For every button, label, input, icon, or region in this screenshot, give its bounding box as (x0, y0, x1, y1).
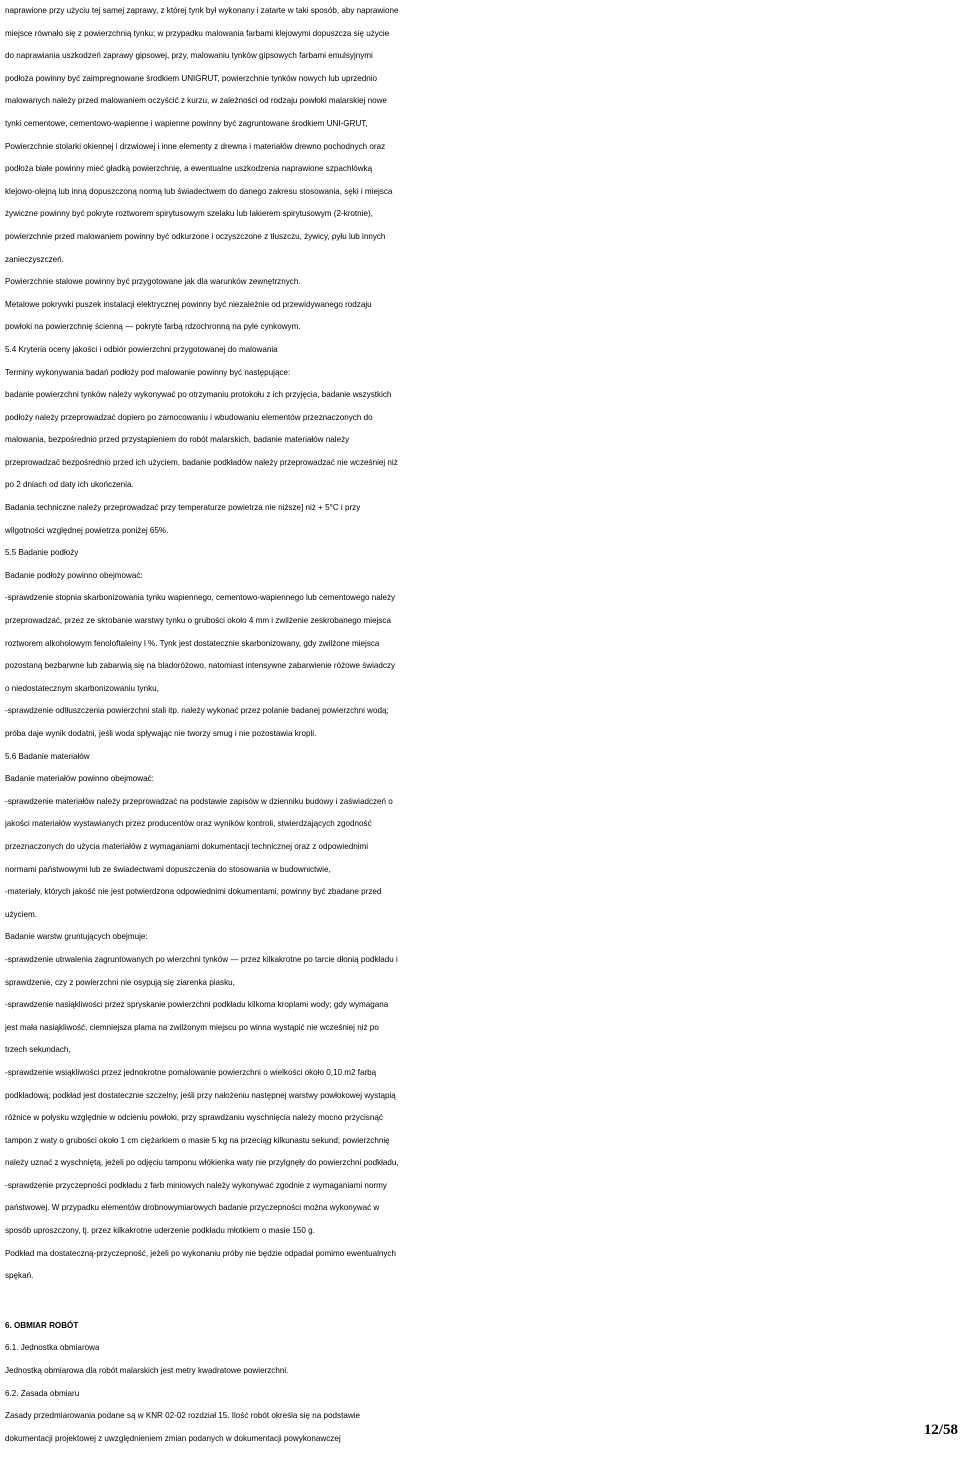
paragraph-line: jakości materiałów wystawianych przez producentów oraz wyników kontroli, stwierdzających zgodność (5, 819, 372, 829)
paragraph (5, 768, 957, 926)
paragraph-line: -sprawdzenie odtłuszczenia powierzchni stali itp. należy wykonać przez polanie badanej powierzchni wodą; (5, 706, 389, 716)
paragraph-line: o niedostatecznym skarbonizowaniu tynku, (5, 683, 159, 693)
paragraph-line: Jednostką obmiarowa dla robót malarskich jest metry kwadratowe powierzchni. (5, 1366, 289, 1376)
paragraph-line: tynki cementowe, cementowo-wapienne i wapienne powinny być zagruntowane środkiem UNI-GRUT, (5, 118, 368, 128)
paragraph-line: Badanie materiałów powinno obejmować: (5, 774, 154, 784)
subsection-heading: 6.2. Zasada obmiaru (5, 1388, 80, 1398)
paragraph-line: żywiczne powinny być pokryte roztworem spirytusowym szelaku lub lakierem spirytusowym (2-krotnie), (5, 209, 373, 219)
paragraph-line: przeprowadzać, przez ze skrobanie warstwy tynku o grubości około 4 mm i zwilżenie zeskrobanego miejsca (5, 616, 391, 626)
paragraph-line: Metalowe pokrywki puszek instalacji elektrycznej powinny być niezależnie od przewidywanego rodzaju (5, 299, 372, 309)
paragraph-line: do naprawiania uszkodzeń zaprawy gipsowej, przy, malowaniu tynków gipsowych farbami emulsyjnymi (5, 51, 373, 61)
paragraph-line: Powierzchnie stalowe powinny być przygotowane jak dla warunków zewnętrznych. (5, 277, 301, 287)
paragraph-line: -sprawdzenie utrwalenia zagruntowanych po wierzchni tynków — przez kilkakrotne po tarcie dłonią podkładu i (5, 954, 398, 964)
paragraph-line: przeprowadzać bezpośrednio przed ich użyciem, badanie podkładów należy przeprowadzać nie wcześniej niż (5, 457, 398, 467)
paragraph-line: -materiały, których jakość nie jest potwierdzona odpowiednimi dokumentami, powinny być zbadane przed (5, 887, 382, 897)
paragraph (5, 339, 957, 362)
paragraph-line: trzech sekundach, (5, 1045, 71, 1055)
paragraph-line: Terminy wykonywania badań podłoży pod malowanie powinny być następujące: (5, 367, 291, 377)
paragraph-line: -sprawdzenie przyczepności podkładu z farb miniowych należy wykonywać zgodnie z wymaganiami normy (5, 1180, 387, 1190)
paragraph-line: państwowej. W przypadku elementów drobnowymiarowych badanie przyczepności można wykonywać w (5, 1203, 380, 1213)
paragraph-line: próba daje wynik dodatni, jeśli woda spływając nie tworzy smug i nie pozostawia kropli. (5, 729, 317, 738)
section-spacer (5, 1288, 957, 1315)
paragraph-line: podłoży należy przeprowadzać dopiero po zamocowaniu i wbudowaniu elementów przeznaczonych do (5, 412, 373, 422)
paragraph-line: Powierzchnie stolarki okiennej i drzwiowej i inne elementy z drewna i materiałów drewno pochodnych oraz (5, 141, 386, 151)
paragraph-line: pozostaną bezbarwne lub zabarwią się na bladoróżowo, natomiast intensywne zabarwienie różowe świadczy (5, 661, 396, 671)
paragraph (5, 926, 957, 1242)
paragraph-line: powierzchnie przed malowaniem powinny być odkurzone i oczyszczone z tłuszczu, żywicy, pyłu lub innych (5, 231, 386, 241)
paragraph-line: Badanie podłoży powinno obejmować: (5, 570, 143, 580)
paragraph-line: różnice w połysku względnie w odcieniu powłoki, przy sprawdzaniu wyschnięcia należy mocno przycisnąć (5, 1113, 383, 1123)
paragraph-line: badanie powierzchni tynków należy wykonywać po otrzymaniu protokołu z ich przyjęcia, badanie wszystkich (5, 390, 392, 400)
paragraph-line: po 2 dniach od daty ich ukończenia. (5, 480, 134, 490)
paragraph (5, 497, 957, 542)
section-heading: 6. OBMIAR ROBÓT (5, 1320, 79, 1330)
paragraph-line: Badanie warstw gruntujących obejmuje: (5, 932, 148, 942)
page-number: 12/58 (923, 1422, 958, 1438)
paragraph-line: wilgotności względnej powietrza poniżej 65%. (5, 525, 169, 535)
paragraph-line: -sprawdzenie stopnia skarbonizowania tynku wapiennego, cementowo-wapiennego lub cementowego należy (5, 593, 396, 603)
paragraph (5, 294, 957, 339)
paragraph (5, 1243, 957, 1288)
paragraph-line: sposób uproszczony, tj. przez kilkakrotne uderzenie podkładu młotkiem o masie 150 g. (5, 1226, 315, 1236)
paragraph-line: -sprawdzenie nasiąkliwości przez spryskanie powierzchni podkładu kilkoma kroplami wody; gdy wymagana (5, 1000, 389, 1010)
paragraph-line: miejsce równało się z powierzchnią tynku; w przypadku malowania farbami klejowymi dopuszcza się użycie (5, 28, 390, 38)
paragraph-line: podkładową; podkład jest dostatecznie szczelny, jeśli przy nałożeniu następnej warstwy powłokowej wystąpią (5, 1090, 396, 1100)
paragraph-line: Podkład ma dostateczną-przyczepność, jeżeli po wykonaniu próby nie będzie odpadał pomimo ewentualnych (5, 1248, 396, 1258)
paragraph (5, 746, 957, 769)
paragraph-line: 5.6 Badanie materiałów (5, 751, 90, 761)
paragraph-line: -sprawdzenie wsiąkliwości przez jednokrotne pomalowanie powierzchni o wielkości około 0,10 m2 farbą (5, 1067, 377, 1077)
paragraph-line: użyciem. (5, 909, 37, 919)
paragraph-line: roztworem alkoholowym fenoloftaleiny l %. Tynk jest dostatecznie skarbonizowany, gdy zwilżone miejsca (5, 638, 380, 648)
paragraph-line: przeznaczonych do użycia materiałów z wymaganiami dokumentacji technicznej oraz z odpowiednimi (5, 841, 369, 851)
paragraph (5, 362, 957, 498)
paragraph (5, 565, 957, 746)
paragraph-line: malowania, bezpośrednio przed przystąpieniem do robót malarskich, badanie materiałów należy (5, 435, 350, 445)
document-body (5, 0, 957, 1288)
paragraph-line: 5.5 Badanie podłoży (5, 548, 79, 558)
paragraph (5, 0, 957, 271)
paragraph-line: należy uznać z wyschniętą, jeżeli po odjęciu tamponu włókienka waty nie przylgnęły do powierzchni podkładu, (5, 1158, 399, 1168)
paragraph-line: dokumentacji projektowej z uwzględnieniem zmian podanych w dokumentacji powykonawczej (5, 1433, 341, 1443)
paragraph-line: podłoża powinny być zaimpregnowane środkiem UNIGRUT, powierzchnie tynków nowych lub uprzednio (5, 73, 378, 83)
paragraph (5, 542, 957, 565)
paragraph-line: podłoża białe powinny mieć gładką powierzchnię, a ewentualne uszkodzenia naprawione szpachlówką (5, 164, 373, 174)
paragraph-line: sprawdzenie, czy z powierzchni nie osypują się ziarenka piasku, (5, 977, 235, 987)
paragraph-line: powłoki na powierzchnię ścienną — pokryte farbą rdzochronną na pyle cynkowym. (5, 322, 301, 332)
paragraph-line: -sprawdzenie materiałów należy przeprowadzać na podstawie zapisów w dzienniku budowy i zaświadczeń o (5, 796, 393, 806)
paragraph-line: malowanych należy przed malowaniem oczyścić z kurzu, w zależności od rodzaju powłoki malarskiej nowe (5, 96, 387, 106)
paragraph (5, 271, 957, 294)
paragraph-line: klejowo-olejną lub inną dopuszczoną normą lub świadectwem do danego zakresu stosowania, sęki i miejsca (5, 186, 393, 196)
section-6 (5, 1288, 957, 1451)
paragraph-line: naprawione przy użyciu tej samej zaprawy, z której tynk był wykonany i zatarte w taki sposób, aby naprawione (5, 6, 399, 15)
paragraph-line: zanieczyszczeń. (5, 254, 64, 264)
paragraph-line: jest mała nasiąkliwość, ciemniejsza plama na zwilżonym miejscu po winna wystąpić nie wcześniej niż po (5, 1022, 379, 1032)
subsection-heading: 6.1. Jednostka obmiarowa (5, 1343, 100, 1353)
paragraph-line: 5.4 Kryteria oceny jakości i odbiór powierzchni przygotowanej do malowania (5, 344, 278, 354)
paragraph-line: Zasady przedmiarowania podane są w KNR 02-02 rozdział 15. Ilość robót określa się na podstawie (5, 1411, 360, 1421)
paragraph-line: tampon z waty o grubości około 1 cm ciężarkiem o masie 5 kg na przeciąg kilkunastu sekund; powierzchnię (5, 1135, 390, 1145)
paragraph-line: spękań. (5, 1271, 34, 1281)
paragraph-line: normami państwowymi lub ze świadectwami dopuszczenia do stosowania w budownictwie, (5, 864, 331, 874)
paragraph-line: Badania techniczne należy przeprowadzać przy temperaturze powietrza nie niższe] niż + 5°C i przy (5, 503, 361, 513)
